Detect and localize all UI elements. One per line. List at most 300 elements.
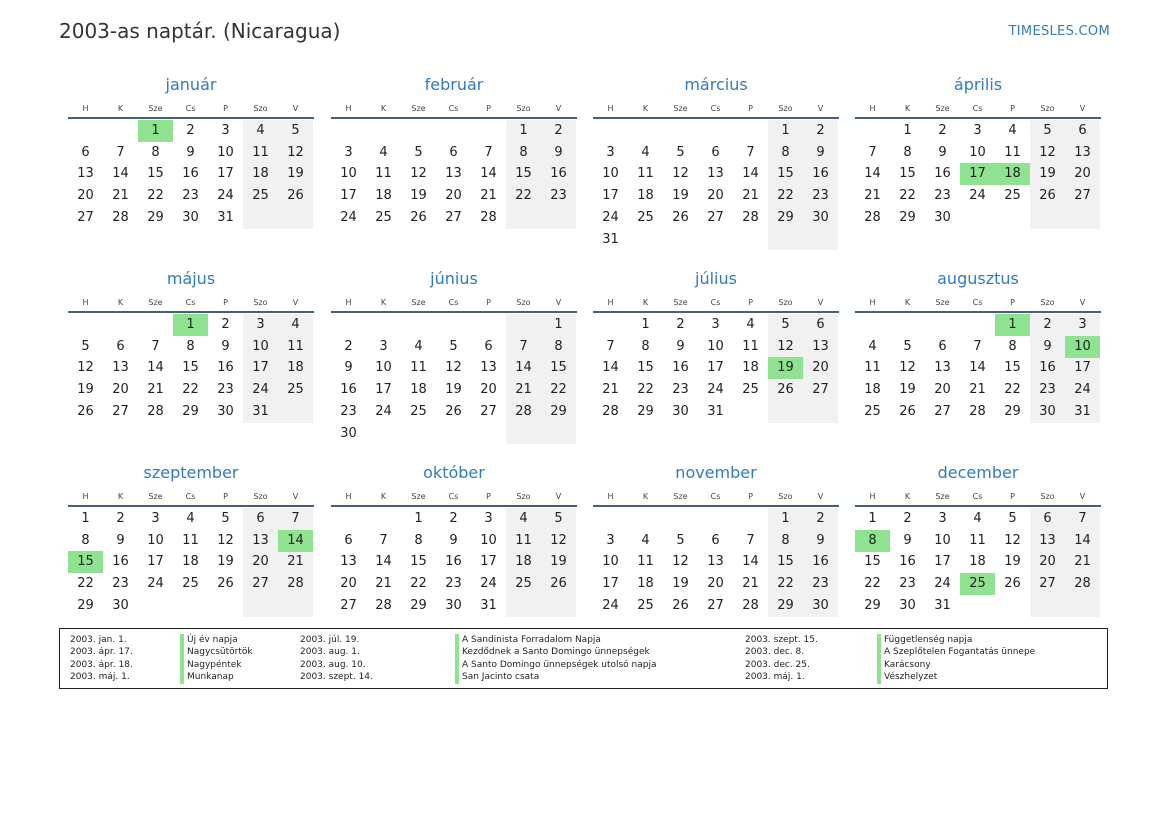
day-cell: 26: [899, 403, 916, 419]
legend-names-col2: [455, 634, 657, 684]
day-cell: 12: [287, 144, 304, 160]
day-cell: 22: [550, 382, 567, 398]
day-cell: 14: [742, 166, 759, 182]
day-cell: 15: [777, 166, 794, 182]
legend-date: 2003. máj. 1.: [745, 672, 805, 683]
day-cell: 4: [641, 532, 650, 548]
day-cell: 1: [81, 511, 90, 526]
day-cell: 26: [287, 188, 304, 204]
weekday-header: Szo: [516, 492, 531, 501]
day-cell: 23: [550, 188, 567, 204]
day-cell: 17: [217, 166, 234, 182]
legend-date: 2003. szept. 15.: [745, 635, 818, 645]
legend-holiday-name: Kezdődnek a Santo Domingo ünnepségek: [462, 647, 650, 658]
month-name: április: [953, 75, 1003, 94]
header-divider: [593, 311, 839, 313]
day-cell: 4: [746, 317, 755, 332]
day-cell: 22: [864, 576, 881, 592]
day-cell: 6: [116, 338, 125, 354]
legend-date: 2003. júl. 19.: [300, 635, 360, 645]
weekday-header: V: [292, 492, 299, 501]
legend-names-col3: [877, 634, 1035, 684]
header-divider: [68, 505, 314, 507]
legend-date: 2003. ápr. 17.: [70, 647, 133, 658]
day-cell: 2: [449, 511, 458, 526]
day-cell: 29: [550, 403, 567, 419]
day-cell: 6: [938, 338, 947, 354]
weekday-header: Sze: [935, 298, 950, 307]
weekday-header: Sze: [935, 492, 950, 501]
day-cell: 13: [77, 166, 94, 182]
weekday-header: H: [869, 492, 876, 501]
day-cell: 3: [344, 144, 353, 160]
day-cell: 13: [1074, 144, 1091, 160]
day-cell: 15: [864, 554, 881, 570]
legend-date: 2003. dec. 8.: [745, 647, 805, 658]
day-cell: 11: [742, 338, 759, 354]
day-cell: 28: [480, 209, 497, 225]
day-cell: 28: [864, 209, 881, 225]
day-cell: 21: [742, 188, 759, 204]
weekday-header: Szo: [253, 298, 268, 307]
day-cell: 23: [445, 576, 462, 592]
day-cell: 10: [480, 532, 497, 548]
day-cell: 27: [934, 403, 951, 419]
day-cell: 5: [291, 123, 300, 138]
day-cell: 7: [291, 511, 300, 526]
weekday-header: V: [555, 298, 562, 307]
day-cell: 7: [746, 532, 755, 548]
legend-holiday-name: A Szeplőtelen Fogantatás ünnepe: [884, 647, 1036, 658]
day-cell: 14: [147, 360, 164, 376]
day-cell: 18: [742, 360, 759, 376]
day-cell: 2: [816, 123, 825, 138]
weekday-header: Szo: [516, 104, 531, 113]
day-cell: 20: [445, 188, 462, 204]
holiday-day-cell: 17: [960, 163, 995, 185]
month-name: február: [424, 75, 484, 94]
day-cell: 30: [672, 403, 689, 419]
legend-date: 2003. jan. 1.: [70, 635, 127, 645]
day-cell: 25: [1004, 188, 1021, 204]
day-cell: 23: [112, 576, 129, 592]
day-cell: 4: [256, 123, 265, 138]
day-cell: 19: [550, 554, 567, 570]
weekday-header: H: [345, 492, 352, 501]
day-cell: 13: [340, 554, 357, 570]
day-cell: 3: [938, 511, 947, 526]
day-cell: 5: [903, 338, 912, 354]
day-cell: 21: [375, 576, 392, 592]
day-cell: 15: [182, 360, 199, 376]
day-cell: 4: [519, 511, 528, 526]
weekday-header: P: [486, 104, 491, 113]
day-cell: 2: [816, 511, 825, 526]
day-cell: 11: [182, 532, 199, 548]
day-cell: 5: [1043, 123, 1052, 138]
weekday-header: H: [345, 104, 352, 113]
day-cell: 18: [375, 188, 392, 204]
day-cell: 4: [1008, 123, 1017, 138]
day-cell: 20: [340, 576, 357, 592]
day-cell: 21: [515, 382, 532, 398]
day-cell: 4: [641, 144, 650, 160]
day-cell: 17: [252, 360, 269, 376]
weekday-header: K: [380, 298, 387, 307]
month-name: november: [675, 463, 757, 482]
day-cell: 27: [252, 576, 269, 592]
day-cell: 22: [410, 576, 427, 592]
weekday-header: Cs: [185, 298, 196, 307]
day-cell: 7: [379, 532, 388, 548]
day-cell: 29: [410, 597, 427, 613]
legend-holiday-name: Új év napja: [187, 635, 238, 645]
day-cell: 9: [116, 532, 125, 548]
weekday-header: Szo: [516, 298, 531, 307]
day-cell: 14: [1074, 532, 1091, 548]
day-cell: 2: [1043, 317, 1052, 332]
day-cell: 1: [641, 317, 650, 332]
day-cell: 6: [81, 144, 90, 160]
day-cell: 26: [1004, 576, 1021, 592]
day-cell: 8: [151, 144, 160, 160]
legend-holiday-name: San Jacinto csata: [462, 672, 540, 683]
day-cell: 2: [903, 511, 912, 526]
day-cell: 18: [410, 382, 427, 398]
day-cell: 5: [221, 511, 230, 526]
weekday-header: K: [380, 492, 387, 501]
day-cell: 17: [707, 360, 724, 376]
day-cell: 20: [77, 188, 94, 204]
day-cell: 14: [515, 360, 532, 376]
day-cell: 10: [252, 338, 269, 354]
day-cell: 6: [484, 338, 493, 354]
day-cell: 1: [554, 317, 563, 332]
month-name: január: [165, 75, 217, 94]
day-cell: 5: [449, 338, 458, 354]
day-cell: 16: [812, 166, 829, 182]
day-cell: 31: [602, 231, 619, 247]
holiday-day-cell: 1: [173, 314, 208, 336]
day-cell: 19: [217, 554, 234, 570]
day-cell: 10: [375, 360, 392, 376]
holiday-day-cell: 25: [960, 573, 995, 595]
day-cell: 5: [1008, 511, 1017, 526]
day-cell: 19: [445, 382, 462, 398]
day-cell: 23: [812, 188, 829, 204]
weekday-header: H: [82, 492, 89, 501]
day-cell: 8: [903, 144, 912, 160]
day-cell: 11: [637, 554, 654, 570]
day-cell: 3: [973, 123, 982, 138]
day-cell: 7: [973, 338, 982, 354]
weekday-header: Cs: [448, 104, 459, 113]
day-cell: 9: [344, 360, 353, 376]
day-cell: 16: [112, 554, 129, 570]
day-cell: 26: [672, 209, 689, 225]
weekday-header: V: [1079, 298, 1086, 307]
weekday-header: H: [869, 104, 876, 113]
day-cell: 14: [742, 554, 759, 570]
day-cell: 16: [182, 166, 199, 182]
day-cell: 8: [1008, 338, 1017, 354]
day-cell: 18: [182, 554, 199, 570]
day-cell: 17: [375, 382, 392, 398]
day-cell: 22: [77, 576, 94, 592]
day-cell: 4: [414, 338, 423, 354]
day-cell: 7: [1078, 511, 1087, 526]
day-cell: 11: [864, 360, 881, 376]
day-cell: 25: [375, 209, 392, 225]
day-cell: 31: [217, 209, 234, 225]
header-divider: [855, 117, 1101, 119]
day-cell: 13: [1039, 532, 1056, 548]
day-cell: 11: [410, 360, 427, 376]
day-cell: 23: [1039, 382, 1056, 398]
legend-holiday-name: Nagypéntek: [187, 659, 242, 670]
day-cell: 25: [864, 403, 881, 419]
day-cell: 5: [676, 144, 685, 160]
legend-date: 2003. aug. 1.: [300, 647, 360, 658]
weekday-header: P: [486, 492, 491, 501]
brand-link[interactable]: TIMESLES.COM: [1008, 24, 1110, 39]
legend-date: 2003. ápr. 18.: [70, 659, 133, 670]
page-title: 2003-as naptár. (Nicaragua): [59, 19, 341, 43]
legend-dates-col3: [745, 634, 818, 684]
weekday-header: Sze: [673, 104, 688, 113]
day-cell: 17: [480, 554, 497, 570]
day-cell: 11: [287, 338, 304, 354]
day-cell: 6: [1043, 511, 1052, 526]
weekday-header: P: [748, 298, 753, 307]
day-cell: 18: [252, 166, 269, 182]
day-cell: 6: [256, 511, 265, 526]
weekday-header: Sze: [148, 298, 163, 307]
day-cell: 11: [375, 166, 392, 182]
day-cell: 23: [812, 576, 829, 592]
day-cell: 24: [375, 403, 392, 419]
day-cell: 27: [707, 209, 724, 225]
day-cell: 7: [746, 144, 755, 160]
day-cell: 28: [602, 403, 619, 419]
day-cell: 13: [480, 360, 497, 376]
month-name: október: [423, 463, 485, 482]
day-cell: 27: [707, 597, 724, 613]
day-cell: 19: [899, 382, 916, 398]
day-cell: 3: [1078, 317, 1087, 332]
weekday-header: H: [869, 298, 876, 307]
weekday-header: K: [642, 104, 649, 113]
day-cell: 20: [1074, 166, 1091, 182]
weekday-header: Cs: [972, 492, 983, 501]
month-name: augusztus: [937, 269, 1019, 288]
day-cell: 27: [1039, 576, 1056, 592]
day-cell: 25: [742, 382, 759, 398]
day-cell: 29: [777, 209, 794, 225]
weekday-header: Szo: [778, 104, 793, 113]
day-cell: 1: [414, 511, 423, 526]
day-cell: 27: [812, 382, 829, 398]
day-cell: 30: [182, 209, 199, 225]
day-cell: 27: [445, 209, 462, 225]
day-cell: 28: [147, 403, 164, 419]
day-cell: 24: [340, 209, 357, 225]
day-cell: 17: [147, 554, 164, 570]
day-cell: 24: [1074, 382, 1091, 398]
day-cell: 12: [899, 360, 916, 376]
weekday-header: K: [904, 298, 911, 307]
legend-date: 2003. dec. 25.: [745, 659, 810, 670]
day-cell: 9: [903, 532, 912, 548]
day-cell: 21: [287, 554, 304, 570]
day-cell: 6: [711, 532, 720, 548]
day-cell: 19: [672, 188, 689, 204]
day-cell: 3: [151, 511, 160, 526]
header-divider: [68, 117, 314, 119]
weekday-header: V: [555, 104, 562, 113]
day-cell: 9: [1043, 338, 1052, 354]
weekday-header: Sze: [411, 492, 426, 501]
day-cell: 1: [868, 511, 877, 526]
holiday-legend: [59, 628, 1108, 689]
day-cell: 23: [934, 188, 951, 204]
day-cell: 8: [641, 338, 650, 354]
day-cell: 3: [711, 317, 720, 332]
day-cell: 12: [1004, 532, 1021, 548]
day-cell: 13: [252, 532, 269, 548]
day-cell: 17: [602, 188, 619, 204]
day-cell: 1: [519, 123, 528, 138]
day-cell: 3: [379, 338, 388, 354]
day-cell: 31: [1074, 403, 1091, 419]
day-cell: 31: [480, 597, 497, 613]
day-cell: 7: [868, 144, 877, 160]
legend-date: 2003. szept. 14.: [300, 672, 373, 683]
month-name: szeptember: [143, 463, 239, 482]
weekday-header: Cs: [972, 104, 983, 113]
day-cell: 11: [1004, 144, 1021, 160]
day-cell: 25: [637, 597, 654, 613]
weekday-header: K: [642, 492, 649, 501]
day-cell: 26: [777, 382, 794, 398]
weekday-header: V: [1079, 492, 1086, 501]
day-cell: 20: [707, 576, 724, 592]
day-cell: 12: [550, 532, 567, 548]
weekday-header: V: [817, 104, 824, 113]
day-cell: 21: [969, 382, 986, 398]
day-cell: 13: [112, 360, 129, 376]
weekday-header: Szo: [1040, 104, 1055, 113]
weekday-header: Sze: [411, 104, 426, 113]
weekday-header: H: [82, 298, 89, 307]
day-cell: 21: [602, 382, 619, 398]
day-cell: 18: [969, 554, 986, 570]
legend-date: 2003. máj. 1.: [70, 672, 130, 683]
day-cell: 17: [1074, 360, 1091, 376]
day-cell: 21: [147, 382, 164, 398]
day-cell: 19: [287, 166, 304, 182]
day-cell: 26: [217, 576, 234, 592]
weekday-header: Sze: [673, 492, 688, 501]
day-cell: 22: [1004, 382, 1021, 398]
day-cell: 16: [550, 166, 567, 182]
day-cell: 10: [602, 554, 619, 570]
day-cell: 10: [934, 532, 951, 548]
holiday-day-cell: 15: [68, 551, 103, 573]
day-cell: 9: [221, 338, 230, 354]
day-cell: 3: [484, 511, 493, 526]
weekday-header: P: [1010, 492, 1015, 501]
weekday-header: V: [292, 104, 299, 113]
day-cell: 24: [602, 209, 619, 225]
day-cell: 30: [812, 209, 829, 225]
day-cell: 8: [414, 532, 423, 548]
day-cell: 25: [410, 403, 427, 419]
day-cell: 4: [186, 511, 195, 526]
weekday-header: H: [607, 298, 614, 307]
day-cell: 9: [816, 144, 825, 160]
day-cell: 16: [445, 554, 462, 570]
day-cell: 9: [449, 532, 458, 548]
day-cell: 11: [515, 532, 532, 548]
weekday-header: Szo: [1040, 492, 1055, 501]
day-cell: 18: [864, 382, 881, 398]
day-cell: 7: [484, 144, 493, 160]
day-cell: 21: [112, 188, 129, 204]
day-cell: 19: [1039, 166, 1056, 182]
day-cell: 23: [217, 382, 234, 398]
day-cell: 11: [637, 166, 654, 182]
day-cell: 14: [375, 554, 392, 570]
day-cell: 12: [77, 360, 94, 376]
day-cell: 24: [480, 576, 497, 592]
day-cell: 8: [781, 144, 790, 160]
day-cell: 4: [291, 317, 300, 332]
weekday-header: P: [223, 492, 228, 501]
weekday-header: K: [904, 492, 911, 501]
legend-holiday-name: Függetlenség napja: [884, 635, 973, 645]
day-cell: 20: [812, 360, 829, 376]
day-cell: 31: [252, 403, 269, 419]
day-cell: 23: [340, 403, 357, 419]
day-cell: 24: [147, 576, 164, 592]
day-cell: 22: [515, 188, 532, 204]
day-cell: 4: [379, 144, 388, 160]
day-cell: 27: [1074, 188, 1091, 204]
day-cell: 29: [864, 597, 881, 613]
header-divider: [331, 117, 577, 119]
day-cell: 28: [515, 403, 532, 419]
day-cell: 29: [77, 597, 94, 613]
weekday-header: Cs: [185, 104, 196, 113]
day-cell: 21: [864, 188, 881, 204]
weekday-header: P: [1010, 104, 1015, 113]
day-cell: 3: [221, 123, 230, 138]
day-cell: 15: [637, 360, 654, 376]
day-cell: 14: [602, 360, 619, 376]
weekday-header: H: [607, 104, 614, 113]
day-cell: 3: [256, 317, 265, 332]
header-divider: [855, 505, 1101, 507]
day-cell: 15: [515, 166, 532, 182]
day-cell: 22: [637, 382, 654, 398]
day-cell: 20: [252, 554, 269, 570]
day-cell: 20: [934, 382, 951, 398]
month-name: június: [430, 269, 478, 288]
legend-dates-col1: [70, 634, 133, 684]
legend-holiday-name: Nagycsütörtök: [187, 647, 253, 658]
weekday-header: K: [117, 298, 124, 307]
